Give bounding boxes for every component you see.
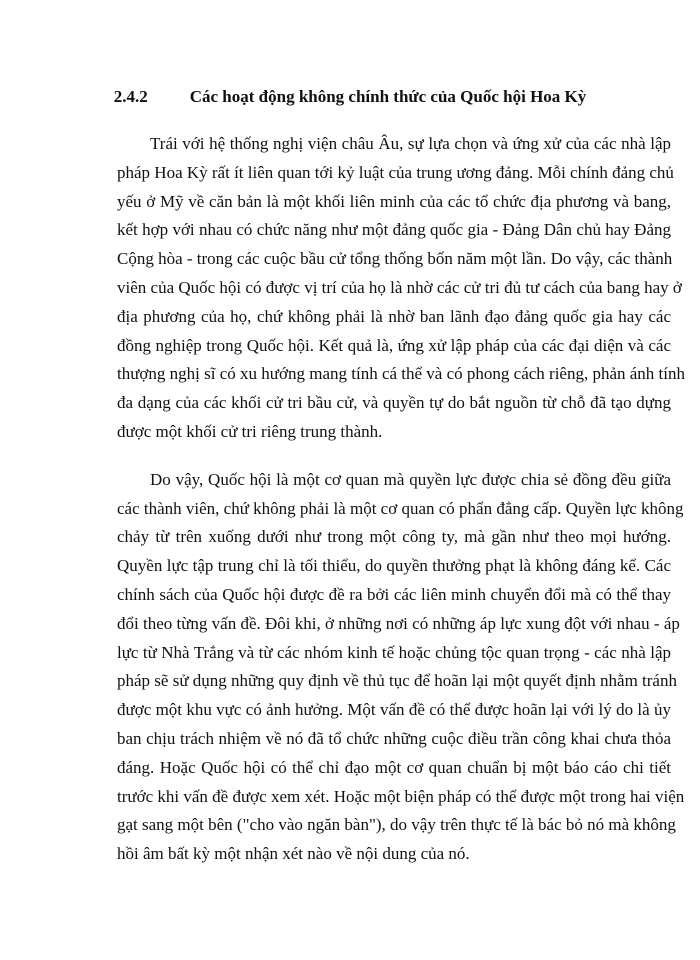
paragraph — [117, 130, 686, 447]
paragraph-line: Do vậy, Quốc hội là một cơ quan mà quyền lực được chia sẻ đồng đều giữa — [150, 469, 671, 489]
section-number: 2.4.2 — [113, 87, 148, 106]
paragraph — [117, 466, 685, 869]
paragraph-line: các thành viên, chứ không phải là một cơ quan có phẩn đẳng cấp. Quyền lực không — [117, 498, 684, 518]
paragraph-line: được một khối cử tri riêng trung thành. — [117, 421, 383, 441]
section-title: Các hoạt động không chính thức của Quốc hội Hoa Kỳ — [189, 87, 587, 106]
section-heading — [0, 86, 700, 108]
paragraph-line: viên của Quốc hội có được vị trí của họ là nhờ các cử tri đủ tư cách của bang hay ở — [117, 277, 682, 297]
paragraph-line: pháp sẽ sử dụng những quy định về thủ tục để hoãn lại một quyết định nhằm tránh — [117, 671, 677, 691]
paragraph-line: Quyền lực tập trung chỉ là tối thiểu, do quyền thưởng phạt là không đáng kể. Các — [117, 556, 671, 576]
body-text — [117, 130, 686, 869]
paragraph-line: hồi âm bất kỳ một nhận xét nào về nội dung của nó. — [117, 844, 470, 864]
paragraph-line: thượng nghị sĩ có xu hướng mang tính cá thể và có phong cách riêng, phản ánh tính — [117, 364, 686, 384]
paragraph-line: lực từ Nhà Trắng và từ các nhóm kinh tế hoặc chủng tộc quan trọng - các nhà lập — [117, 642, 671, 662]
paragraph-line: đa dạng của các khối cử tri bầu cử, và quyền tự do bắt nguồn từ chỗ đã tạo dựng — [117, 393, 671, 413]
paragraph-line: ban chịu trách nhiệm về nó đã tổ chức những cuộc điều trần công khai chưa thỏa — [117, 728, 671, 748]
paragraph-line: chính sách của Quốc hội được đề ra bởi các liên minh chuyển đổi mà có thể thay — [117, 584, 671, 604]
paragraph-line: đồng nghiệp trong Quốc hội. Kết quả là, ứng xử lập pháp của các đại diện và các — [117, 335, 671, 355]
paragraph-line: trước khi vấn đề được xem xét. Hoặc một biện pháp có thể được một trong hai viện — [117, 786, 685, 806]
paragraph-line: địa phương của họ, chứ không phải là nhờ ban lãnh đạo đảng quốc gia hay các — [117, 306, 671, 326]
paragraph-line: chảy từ trên xuống dưới như trong một công ty, mà gần như theo mọi hướng. — [117, 527, 671, 547]
paragraph-line: Trái với hệ thống nghị viện châu Âu, sự lựa chọn và ứng xử của các nhà lập — [150, 134, 671, 153]
paragraph-line: Cộng hòa - trong các cuộc bầu cử tổng thống bốn năm một lần. Do vậy, các thành — [117, 249, 673, 269]
paragraph-line: được một khu vực có ảnh hưởng. Một vấn đề có thể được hoãn lại với lý do là ủy — [117, 700, 671, 720]
paragraph-line: đáng. Hoặc Quốc hội có thể chỉ đạo một cơ quan chuẩn bị một báo cáo chi tiết — [117, 757, 671, 777]
paragraph-line: yếu ở Mỹ về căn bản là một khối liên minh của các tổ chức địa phương và bang, — [117, 191, 671, 211]
paragraph-line: kết hợp với nhau có chức năng như một đảng quốc gia - Đảng Dân chủ hay Đảng — [117, 220, 671, 240]
paragraph-line: gạt sang một bên ("cho vào ngăn bàn"), do vậy trên thực tế là bác bỏ nó mà không — [117, 815, 676, 835]
paragraph-line: đổi theo từng vấn đề. Đôi khi, ở những nơi có những áp lực xung đột với nhau - áp — [117, 613, 680, 633]
paragraph-line: pháp Hoa Kỳ rất ít liên quan tới kỷ luật của trung ương đảng. Mỗi chính đảng chủ — [117, 162, 674, 182]
